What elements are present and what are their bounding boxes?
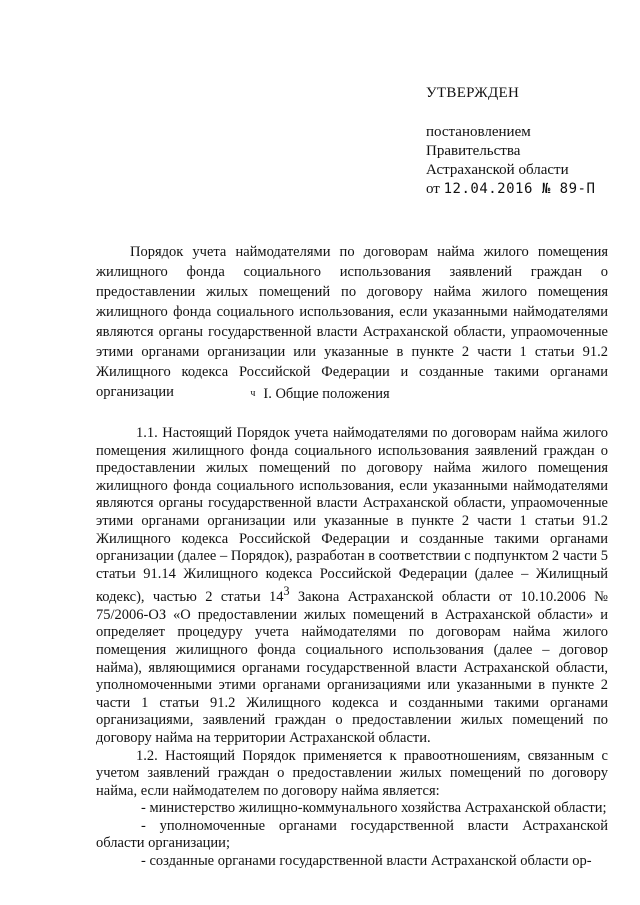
- approval-line-3: Астраханской области: [426, 162, 569, 178]
- approval-stamp: [426, 84, 595, 199]
- approval-date-value: 12.04.2016 № 89-П: [443, 181, 596, 197]
- paragraph-1-1-part-b: Закона Астраханской области от 10.10.2006 № 75/2006-ОЗ «О предоставлении жилых помещений в Астраханской области» и определяет процедуру учета наймодателями по договорам найма жилого помещения жилищного фонда социального использования (далее – договор найма), являющимися органами государственной власти Астраханской области, уполномоченными этими органами организациями или указанными в пункте 2 части 1 статьи 91.2 Жилищного кодекса и созданными такими органами организациями, заявлений граждан о предоставлении жилых помещений по договору найма на территории Астраханской области.: [96, 589, 608, 746]
- approval-line-1: постановлением: [426, 124, 531, 140]
- article-superscript: 3: [283, 584, 290, 599]
- list-item: - созданные органами государственной власти Астраханской области ор-: [141, 853, 592, 870]
- list-item: - министерство жилищно-коммунального хозяйства Астраханской области;: [141, 800, 607, 817]
- paragraph-1-2: 1.2. Настоящий Порядок применяется к правоотношениям, связанным с учетом заявлений граждан о предоставлении жилых помещений по договору найма, если наймодателем по договору найма является:: [96, 747, 608, 799]
- approval-date: [426, 180, 595, 199]
- list-item: - уполномоченные органами государственной власти Астраханской области организации;: [96, 817, 608, 852]
- document-title: Порядок учета наймодателями по договорам найма жилого помещения жилищного фонда социального использования заявлений граждан о предоставлении жилых помещений по договору найма жилого помещения жилищного фонда социального использования, если указанными наймодателями являются органы государственной власти Астраханской области, упраомоченные этими органами организации или указанные в пункте 2 части 1 статьи 91.2 Жилищного кодекса Российской Федерации и созданные такими органами организации: [96, 244, 608, 400]
- approval-title: УТВЕРЖДЕН: [426, 85, 520, 101]
- document-body: [96, 425, 608, 871]
- approval-line-2: Правительства: [426, 143, 521, 159]
- paragraph-1-1-part-a: 1.1. Настоящий Порядок учета наймодателями по договорам найма жилого помещения жилищного фонда социального использования заявлений граждан о предоставлении жилых помещений по договору найма жилого помещения жилищного фонда социального использования, если указанными наймодателями являются органы государственной власти Астраханской области, упраомоченные этими органами организации или указанные в пункте 2 части 1 статьи 91.2 Жилищного кодекса Российской Федерации и созданные такими органами организации (далее – Порядок), разработан в соответствии с подпунктом 2 части 5 статьи 91.14 Жилищного кодекса Российской Федерации (далее – Жилищный кодекс), частью 2 статьи 14: [96, 425, 608, 606]
- handwritten-mark: ч: [250, 388, 256, 399]
- section-title: I. Общие положения: [263, 386, 390, 402]
- section-heading: [0, 384, 640, 404]
- paragraph-1-1: [96, 425, 608, 748]
- approval-date-prefix: от: [426, 181, 440, 197]
